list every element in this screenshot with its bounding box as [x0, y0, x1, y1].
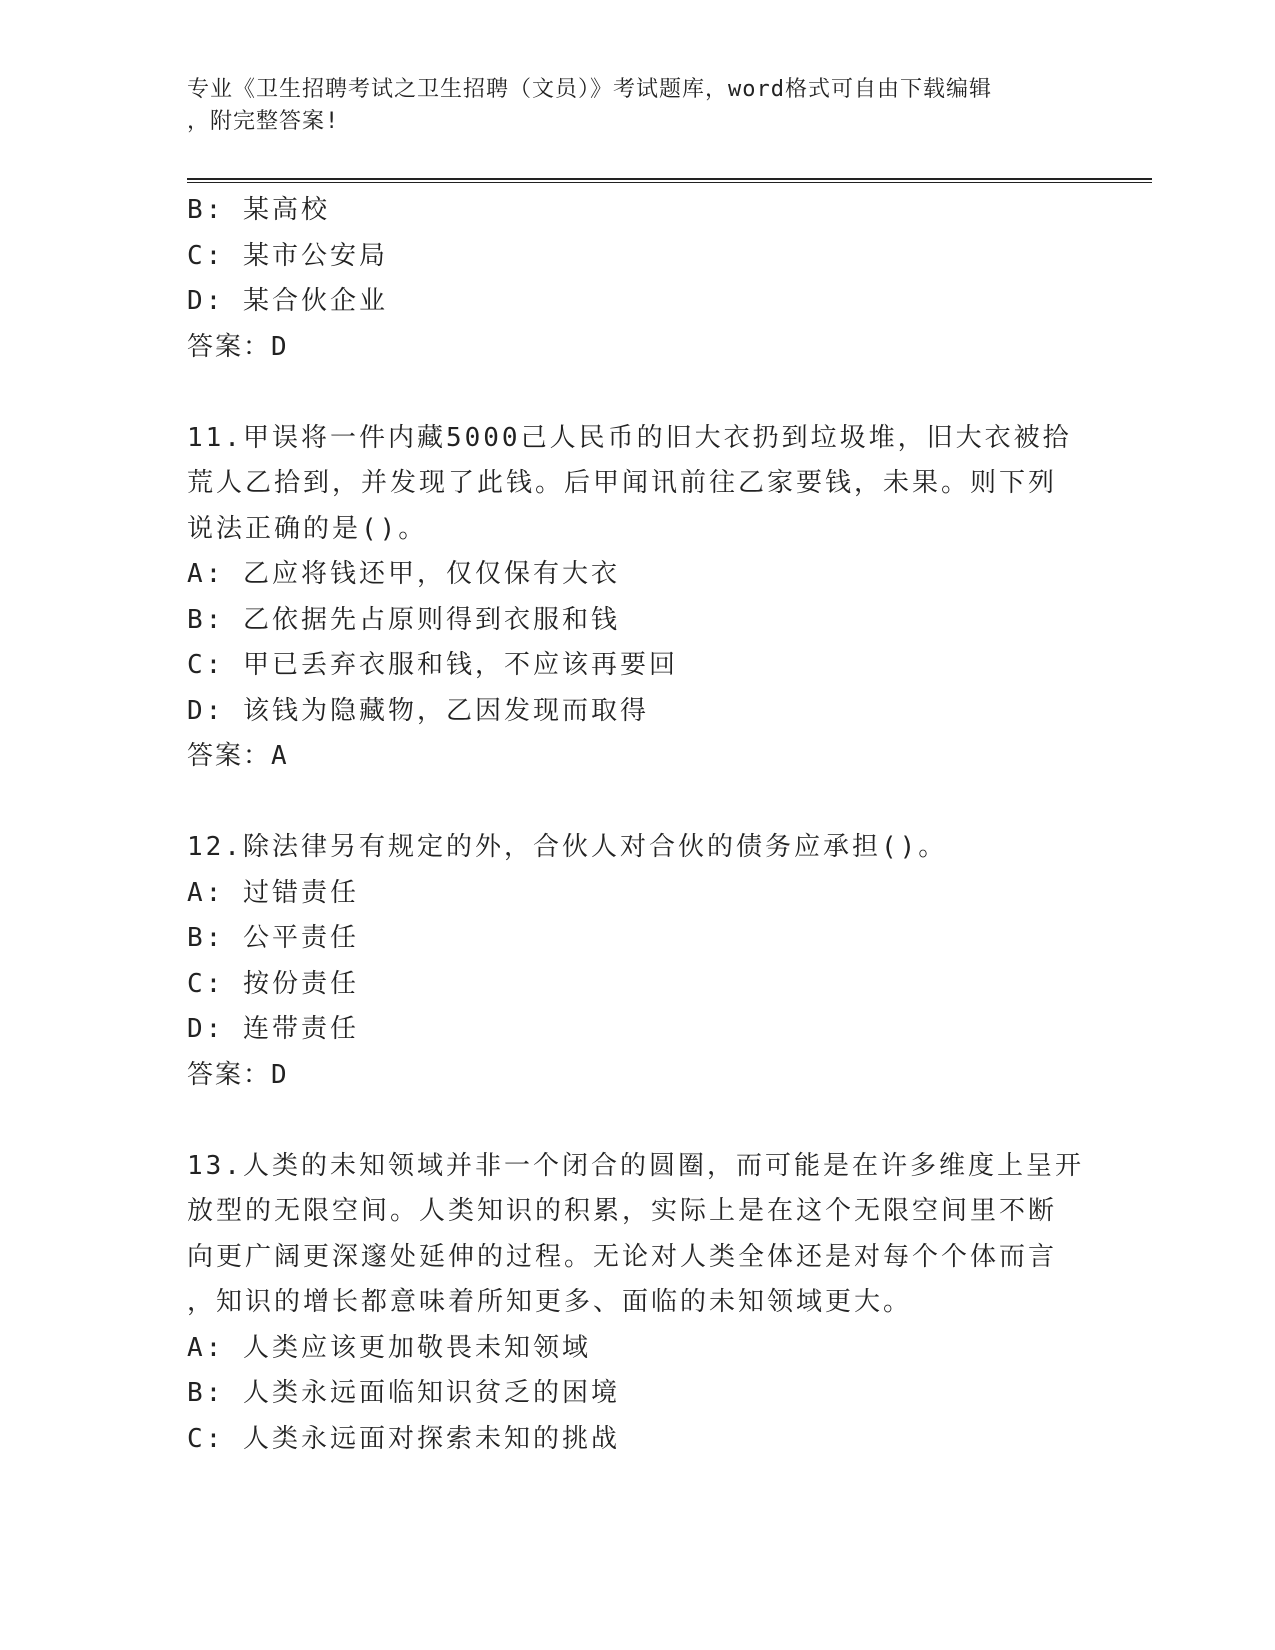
question-10 [187, 188, 1087, 370]
option-b: B: 乙依据先占原则得到衣服和钱 [187, 604, 620, 635]
question-13 [187, 1144, 1087, 1463]
question-12 [187, 825, 1087, 1098]
question-11 [187, 416, 1087, 780]
option-c: C: 人类永远面对探索未知的挑战 [187, 1423, 620, 1454]
option-a: A: 乙应将钱还甲，仅仅保有大衣 [187, 559, 620, 589]
header-title-line-2: ，附完整答案! [187, 109, 340, 134]
option-d: D: 某合伙企业 [187, 286, 388, 316]
question-list [187, 188, 1087, 1462]
question-stem-line: 放型的无限空间。人类知识的积累，实际上是在这个无限空间里不断 [187, 1196, 1058, 1226]
header-divider-thin [187, 182, 1152, 183]
answer-line: 答案：A [187, 741, 289, 771]
option-d: D: 连带责任 [187, 1014, 359, 1044]
answer-line: 答案：D [187, 331, 289, 362]
option-a: A: 过错责任 [187, 877, 359, 908]
question-stem-line: ，知识的增长都意味着所知更多、面临的未知领域更大。 [187, 1287, 913, 1317]
header-divider-thick [187, 178, 1152, 180]
header-title-line-1: 专业《卫生招聘考试之卫生招聘（文员）》考试题库，word格式可自由下载编辑 [187, 77, 992, 102]
question-stem-line: 12.除法律另有规定的外，合伙人对合伙的债务应承担()。 [187, 832, 948, 862]
answer-line: 答案：D [187, 1059, 289, 1090]
option-d: D: 该钱为隐藏物，乙因发现而取得 [187, 695, 649, 726]
question-stem-line: 向更广阔更深邃处延伸的过程。无论对人类全体还是对每个个体而言 [187, 1241, 1058, 1272]
option-c: C: 按份责任 [187, 968, 359, 999]
document-header [187, 74, 1067, 138]
option-b: B: 人类永远面临知识贫乏的困境 [187, 1378, 620, 1408]
question-spacer [187, 780, 1087, 826]
option-c: C: 甲已丢弃衣服和钱，不应该再要回 [187, 650, 678, 680]
question-spacer [187, 370, 1087, 416]
option-a: A: 人类应该更加敬畏未知领域 [187, 1332, 591, 1363]
question-stem-line: 13.人类的未知领域并非一个闭合的圆圈，而可能是在许多维度上呈开 [187, 1150, 1084, 1181]
option-c: C: 某市公安局 [187, 240, 388, 271]
question-spacer [187, 1098, 1087, 1144]
question-stem-line: 说法正确的是()。 [187, 513, 428, 544]
option-b: B: 某高校 [187, 195, 330, 225]
question-stem-line: 11.甲误将一件内藏5000己人民币的旧大衣扔到垃圾堆，旧大衣被拾 [187, 422, 1072, 453]
question-stem-line: 荒人乙拾到，并发现了此钱。后甲闻讯前往乙家要钱，未果。则下列 [187, 468, 1058, 498]
option-b: B: 公平责任 [187, 923, 359, 953]
